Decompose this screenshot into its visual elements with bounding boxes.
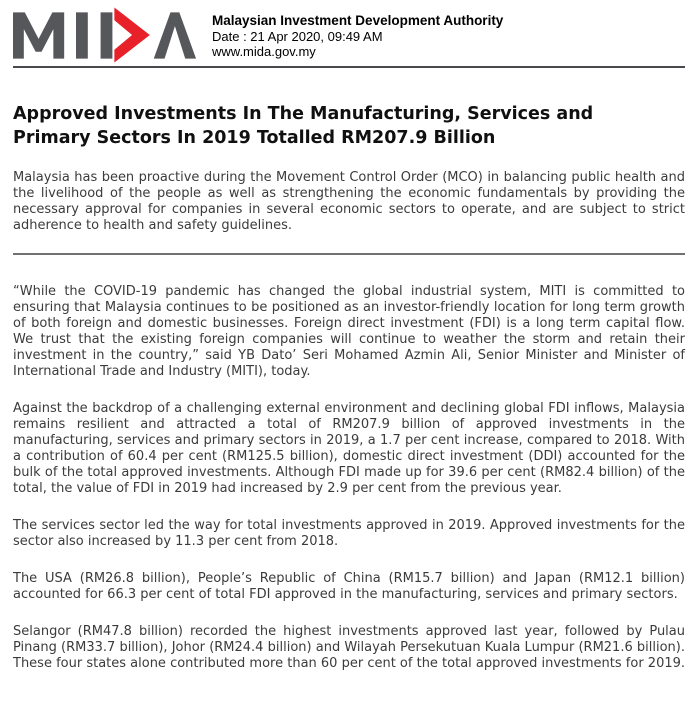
paragraph-services-sector: The services sector led the way for total investments approved in 2019. Approved investments for the sector also increased by 11.3 per cent from 2018. <box>13 518 685 549</box>
paragraph-states: Selangor (RM47.8 billion) recorded the highest investments approved last year, followed by Pulau Pinang (RM33.7 billion), Johor (RM24.4 billion) and Wilayah Persekutuan Kuala Lumpur (RM21.6 billion). These four states alone contributed more than 60 per cent of the total approved investments for 2019. <box>13 624 686 671</box>
section-divider <box>13 253 685 255</box>
header-text-block <box>212 7 503 60</box>
mida-logo <box>13 7 200 63</box>
logo-letter-a-shape <box>154 12 196 58</box>
logo-letter-m-shape <box>13 12 64 58</box>
date-line: Date : 21 Apr 2020, 09:49 AM <box>212 28 383 44</box>
article-title: Approved Investments In The Manufacturing, Services and Primary Sectors In 2019 Totalled RM207.9 Billion <box>13 104 594 148</box>
paragraph-investment-totals: Against the backdrop of a challenging external environment and declining global FDI inflows, Malaysia remains resilient and attracted a total of RM207.9 billion of approved investments in the manufacturing, services and primary sectors in 2019, a 1.7 per cent increase, compared to 2018. With a contribution of 60.4 per cent (RM125.5 billion), domestic direct investment (DDI) accounted for the bulk of the total approved investments. Although FDI made up for 39.6 per cent (RM82.4 billion) of the total, the value of FDI in 2019 had increased by 2.9 per cent from the previous year. <box>13 401 685 496</box>
header <box>13 7 685 63</box>
logo-letter-d-bar-shape <box>101 12 113 58</box>
logo-red-chevron-icon <box>114 7 149 62</box>
header-rule <box>13 66 685 68</box>
website-text: www.mida.gov.my <box>212 44 316 59</box>
paragraph-fdi-countries: The USA (RM26.8 billion), People’s Republic of China (RM15.7 billion) and Japan (RM12.1 billion) accounted for 66.3 per cent of total FDI approved in the manufacturing, services and primary sectors. <box>13 571 685 602</box>
logo-letter-i-shape <box>76 12 88 58</box>
paragraph-lede: Malaysia has been proactive during the Movement Control Order (MCO) in balancing public health and the livelihood of the people as well as strengthening the economic fundamentals by providing the necessary approval for companies in several economic sectors to operate, and are subject to strict adherence to health and safety guidelines. <box>13 170 685 233</box>
paragraph-quote: “While the COVID-19 pandemic has changed the global industrial system, MITI is committed to ensuring that Malaysia continues to be positioned as an investor-friendly location for long term growth of both foreign and domestic businesses. Foreign direct investment (FDI) is a long term capital flow. We trust that the existing foreign companies will continue to weather the storm and retain their investment in the country,” said YB Dato’ Seri Mohamed Azmin Ali, Senior Minister and Minister of International Trade and Industry (MITI), today. <box>13 284 685 379</box>
org-name: Malaysian Investment Development Authority <box>212 13 504 28</box>
